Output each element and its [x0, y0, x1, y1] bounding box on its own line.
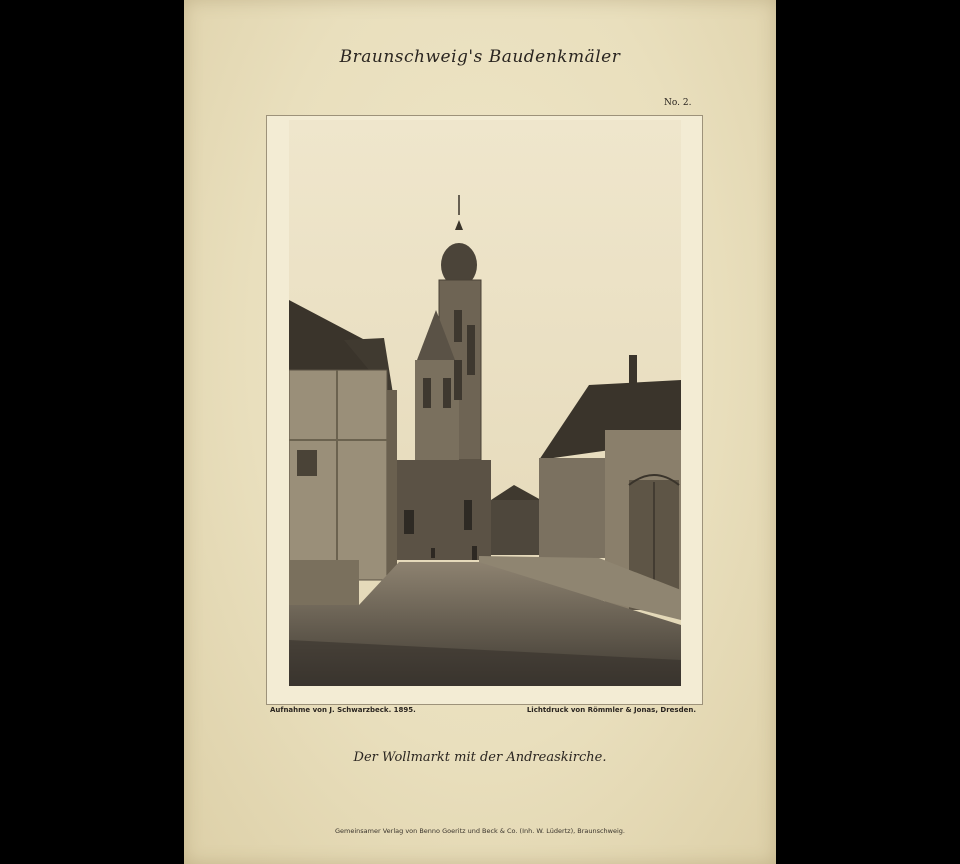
series-title: Braunschweig's Baudenkmäler [339, 47, 621, 67]
plate-caption: Der Wollmarkt mit der Andreaskirche. [353, 750, 607, 765]
publisher-imprint: Gemeinsamer Verlag von Benno Goeritz und Beck & Co. (Inh. W. Lüdertz), Braunschweig. [335, 827, 625, 835]
pedestrian [431, 548, 435, 558]
background-house [491, 500, 541, 555]
plate-number: No. 2. [664, 98, 692, 108]
pedestrian [472, 546, 477, 560]
photograph-andreaskirche [289, 120, 681, 686]
photo-credit: Aufnahme von J. Schwarzbeck. 1895. [270, 706, 416, 714]
print-credit: Lichtdruck von Römmler & Jonas, Dresden. [526, 706, 696, 714]
left-house [289, 300, 397, 605]
paper-sheet [184, 0, 776, 864]
